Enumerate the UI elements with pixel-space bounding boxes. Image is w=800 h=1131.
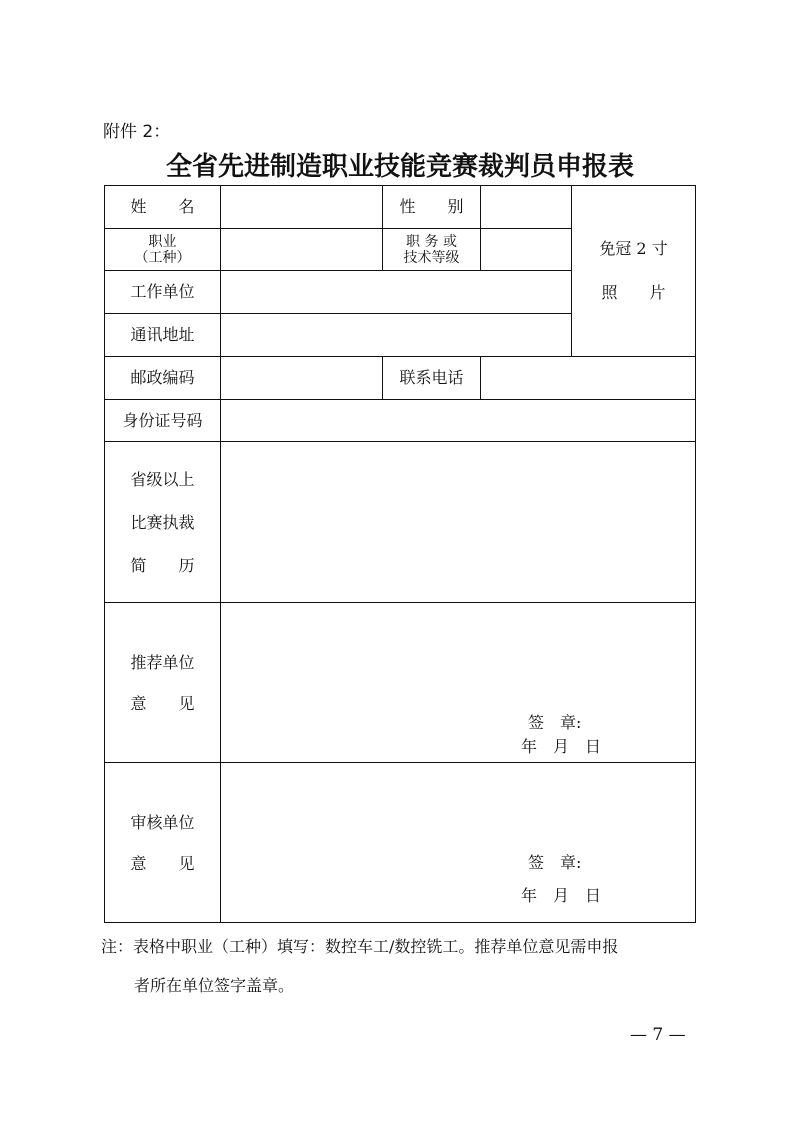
title-level-label: 职 务 或 技术等级 xyxy=(403,233,460,266)
phone-field[interactable] xyxy=(481,357,695,399)
review-date-label: 年 月 日 xyxy=(521,886,602,905)
footnote-line-2: 者所在单位签字盖章。 xyxy=(134,976,295,995)
name-field[interactable] xyxy=(221,186,382,228)
form-title: 全省先进制造职业技能竞赛裁判员申报表 xyxy=(165,152,634,182)
phone-label: 联系电话 xyxy=(399,368,464,387)
id-number-field[interactable] xyxy=(221,400,695,441)
review-seal-label: 签 章: xyxy=(528,853,582,872)
table-border-right xyxy=(695,185,696,923)
recommend-label: 推荐单位 意 见 xyxy=(130,652,195,713)
review-label: 审核单位 意 见 xyxy=(130,812,195,873)
address-field[interactable] xyxy=(221,314,571,356)
review-opinion-field[interactable] xyxy=(221,763,695,922)
resume-label: 省级以上 比赛执裁 简 历 xyxy=(130,469,195,575)
recommend-date-label: 年 月 日 xyxy=(521,737,602,756)
resume-field[interactable] xyxy=(221,442,695,602)
recommend-opinion-field[interactable] xyxy=(221,603,695,762)
attachment-label: 附件 2： xyxy=(103,122,171,142)
postcode-label: 邮政编码 xyxy=(130,368,195,387)
footnote-line-1: 注：表格中职业（工种）填写：数控车工/数控铣工。推荐单位意见需申报 xyxy=(101,937,619,956)
gender-field[interactable] xyxy=(481,186,571,228)
photo-placeholder[interactable]: 免冠 2 寸 照 片 xyxy=(599,239,668,302)
title-level-field[interactable] xyxy=(481,229,571,270)
occupation-field[interactable] xyxy=(221,229,382,270)
gender-label: 性 别 xyxy=(399,197,464,216)
id-number-label: 身份证号码 xyxy=(122,410,203,430)
page-number: — 7 — xyxy=(630,1025,686,1045)
work-unit-field[interactable] xyxy=(221,271,571,313)
work-unit-label: 工作单位 xyxy=(130,282,195,301)
occupation-label: 职业 （工种） xyxy=(134,233,191,266)
table-border-bottom xyxy=(104,922,696,923)
recommend-seal-label: 签 章: xyxy=(528,713,582,732)
address-label: 通讯地址 xyxy=(130,325,195,344)
postcode-field[interactable] xyxy=(221,357,382,399)
name-label: 姓 名 xyxy=(130,197,195,216)
